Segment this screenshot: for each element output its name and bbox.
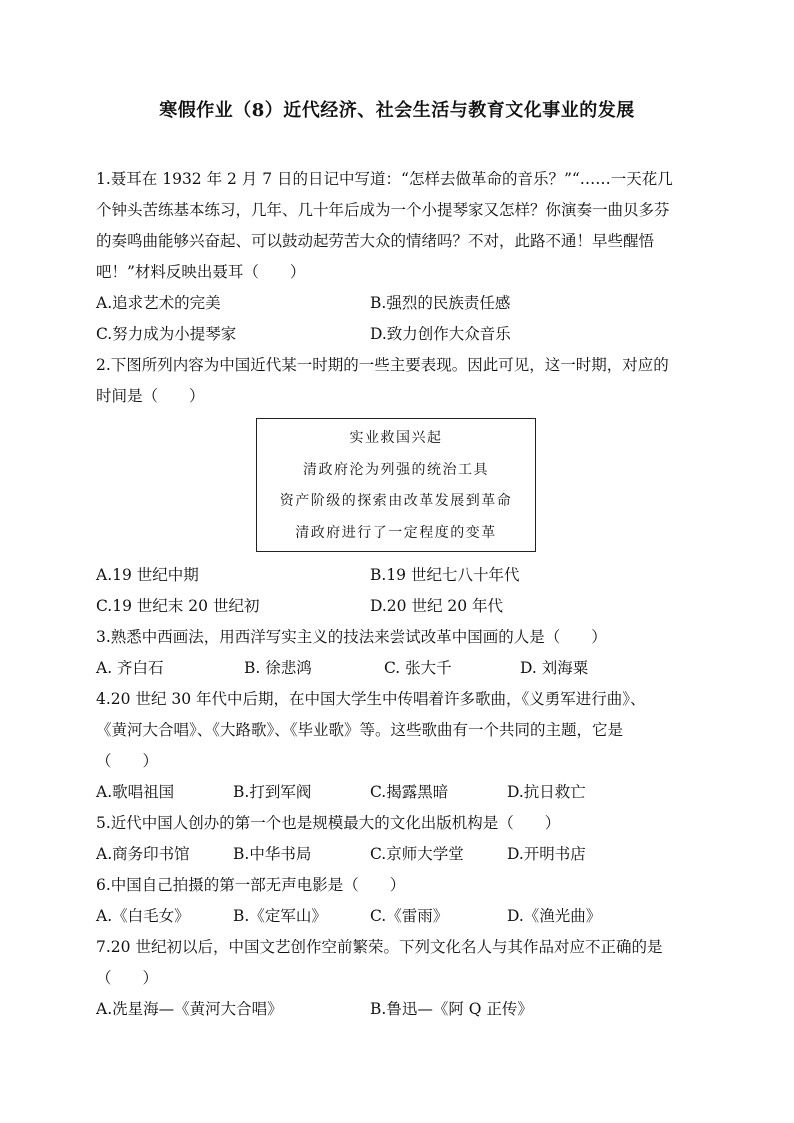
question-5: [96, 808, 696, 870]
question-stem-line: 7.20 世纪初以后，中国文艺创作空前繁荣。下列文化名人与其作品对应不正确的是: [96, 938, 663, 956]
options-row: [96, 994, 696, 1025]
options-row: [96, 777, 696, 808]
figure-container: [96, 412, 696, 560]
question-stem: 5.近代中国人创办的第一个也是规模最大的文化出版机构是（ ）: [96, 814, 561, 832]
options-row: [96, 591, 696, 622]
figure-line: 清政府沦为列强的统治工具: [303, 461, 489, 478]
question-stem-line: 时间是（ ）: [96, 387, 205, 405]
question-stem-line: 4.20 世纪 30 年代中后期，在中国大学生中传唱着许多歌曲，《义勇军进行曲》、: [96, 690, 646, 708]
options-row: [96, 560, 696, 591]
option-b: B.强烈的民族责任感: [370, 294, 511, 312]
question-stem-line: （ ）: [96, 752, 159, 770]
options-row: [96, 901, 696, 932]
option-b: B.打到军阀: [233, 783, 312, 801]
figure-line: 清政府进行了一定程度的变革: [295, 524, 497, 541]
option-c: C.揭露黑暗: [370, 783, 449, 801]
option-b: B. 徐悲鸿: [244, 659, 312, 677]
document-title: 寒假作业（8）近代经济、社会生活与教育文化事业的发展: [159, 100, 635, 121]
option-a: A.追求艺术的完美: [96, 294, 221, 312]
options-row: [96, 319, 696, 350]
question-stem-line: （ ）: [96, 969, 159, 987]
option-d: D. 刘海粟: [520, 659, 589, 677]
question-list: [96, 164, 696, 1025]
question-7: [96, 932, 696, 1025]
option-a: A.冼星海—《黄河大合唱》: [96, 1000, 283, 1018]
option-d: D.抗日救亡: [507, 783, 586, 801]
options-row: [96, 839, 696, 870]
question-stem-line: 吧！”材料反映出聂耳（ ）: [96, 263, 306, 281]
question-1: [96, 164, 696, 350]
figure-line: 资产阶级的探索由改革发展到革命: [279, 493, 513, 509]
option-d: D.致力创作大众音乐: [370, 325, 511, 343]
question-3: [96, 622, 696, 684]
option-b: B.中华书局: [233, 845, 312, 863]
option-c: C.19 世纪末 20 世纪初: [96, 597, 260, 615]
question-2: [96, 350, 696, 622]
option-c: C.《雷雨》: [370, 907, 449, 925]
question-stem-line: 的奏鸣曲能够兴奋起、可以鼓动起劳苦大众的情绪吗？不对，此路不通！早些醒悟: [96, 232, 655, 250]
option-a: A.《白毛女》: [96, 907, 190, 925]
question-6: [96, 870, 696, 932]
option-a: A. 齐白石: [96, 659, 164, 677]
question-stem: 3.熟悉中西画法，用西洋写实主义的技法来尝试改革中国画的人是（ ）: [96, 628, 607, 646]
figure-box: [256, 418, 536, 552]
question-stem-line: 个钟头苦练基本练习，几年、几十年后成为一个小提琴家又怎样？你演奏一曲贝多芬: [96, 201, 670, 219]
option-c: C. 张大千: [384, 659, 452, 677]
option-c: C.努力成为小提琴家: [96, 325, 237, 343]
question-stem-line: 《黄河大合唱》、《大路歌》、《毕业歌》等。这些歌曲有一个共同的主题，它是: [96, 721, 624, 739]
option-b: B.19 世纪七八十年代: [370, 566, 520, 584]
option-a: A.商务印书馆: [96, 845, 190, 863]
option-d: D.20 世纪 20 年代: [370, 597, 504, 615]
question-stem-line: 1.聂耳在 1932 年 2 月 7 日的日记中写道：“怎样去做革命的音乐？”“……一天花几: [96, 170, 673, 188]
options-row: [96, 653, 696, 684]
option-d: D.《渔光曲》: [507, 907, 602, 925]
option-c: C.京师大学堂: [370, 845, 464, 863]
question-stem: 6.中国自己拍摄的第一部无声电影是（ ）: [96, 876, 406, 894]
option-a: A.歌唱祖国: [96, 783, 175, 801]
option-a: A.19 世纪中期: [96, 566, 199, 584]
question-stem-line: 2.下图所列内容为中国近代某一时期的一些主要表现。因此可见，这一时期，对应的: [96, 356, 669, 374]
figure-line: 实业救国兴起: [349, 430, 443, 446]
options-row: [96, 288, 696, 319]
question-4: [96, 684, 696, 808]
option-b: B.《定军山》: [233, 907, 327, 925]
option-b: B.鲁迅—《阿 Q 正传》: [370, 1000, 533, 1018]
option-d: D.开明书店: [507, 845, 586, 863]
